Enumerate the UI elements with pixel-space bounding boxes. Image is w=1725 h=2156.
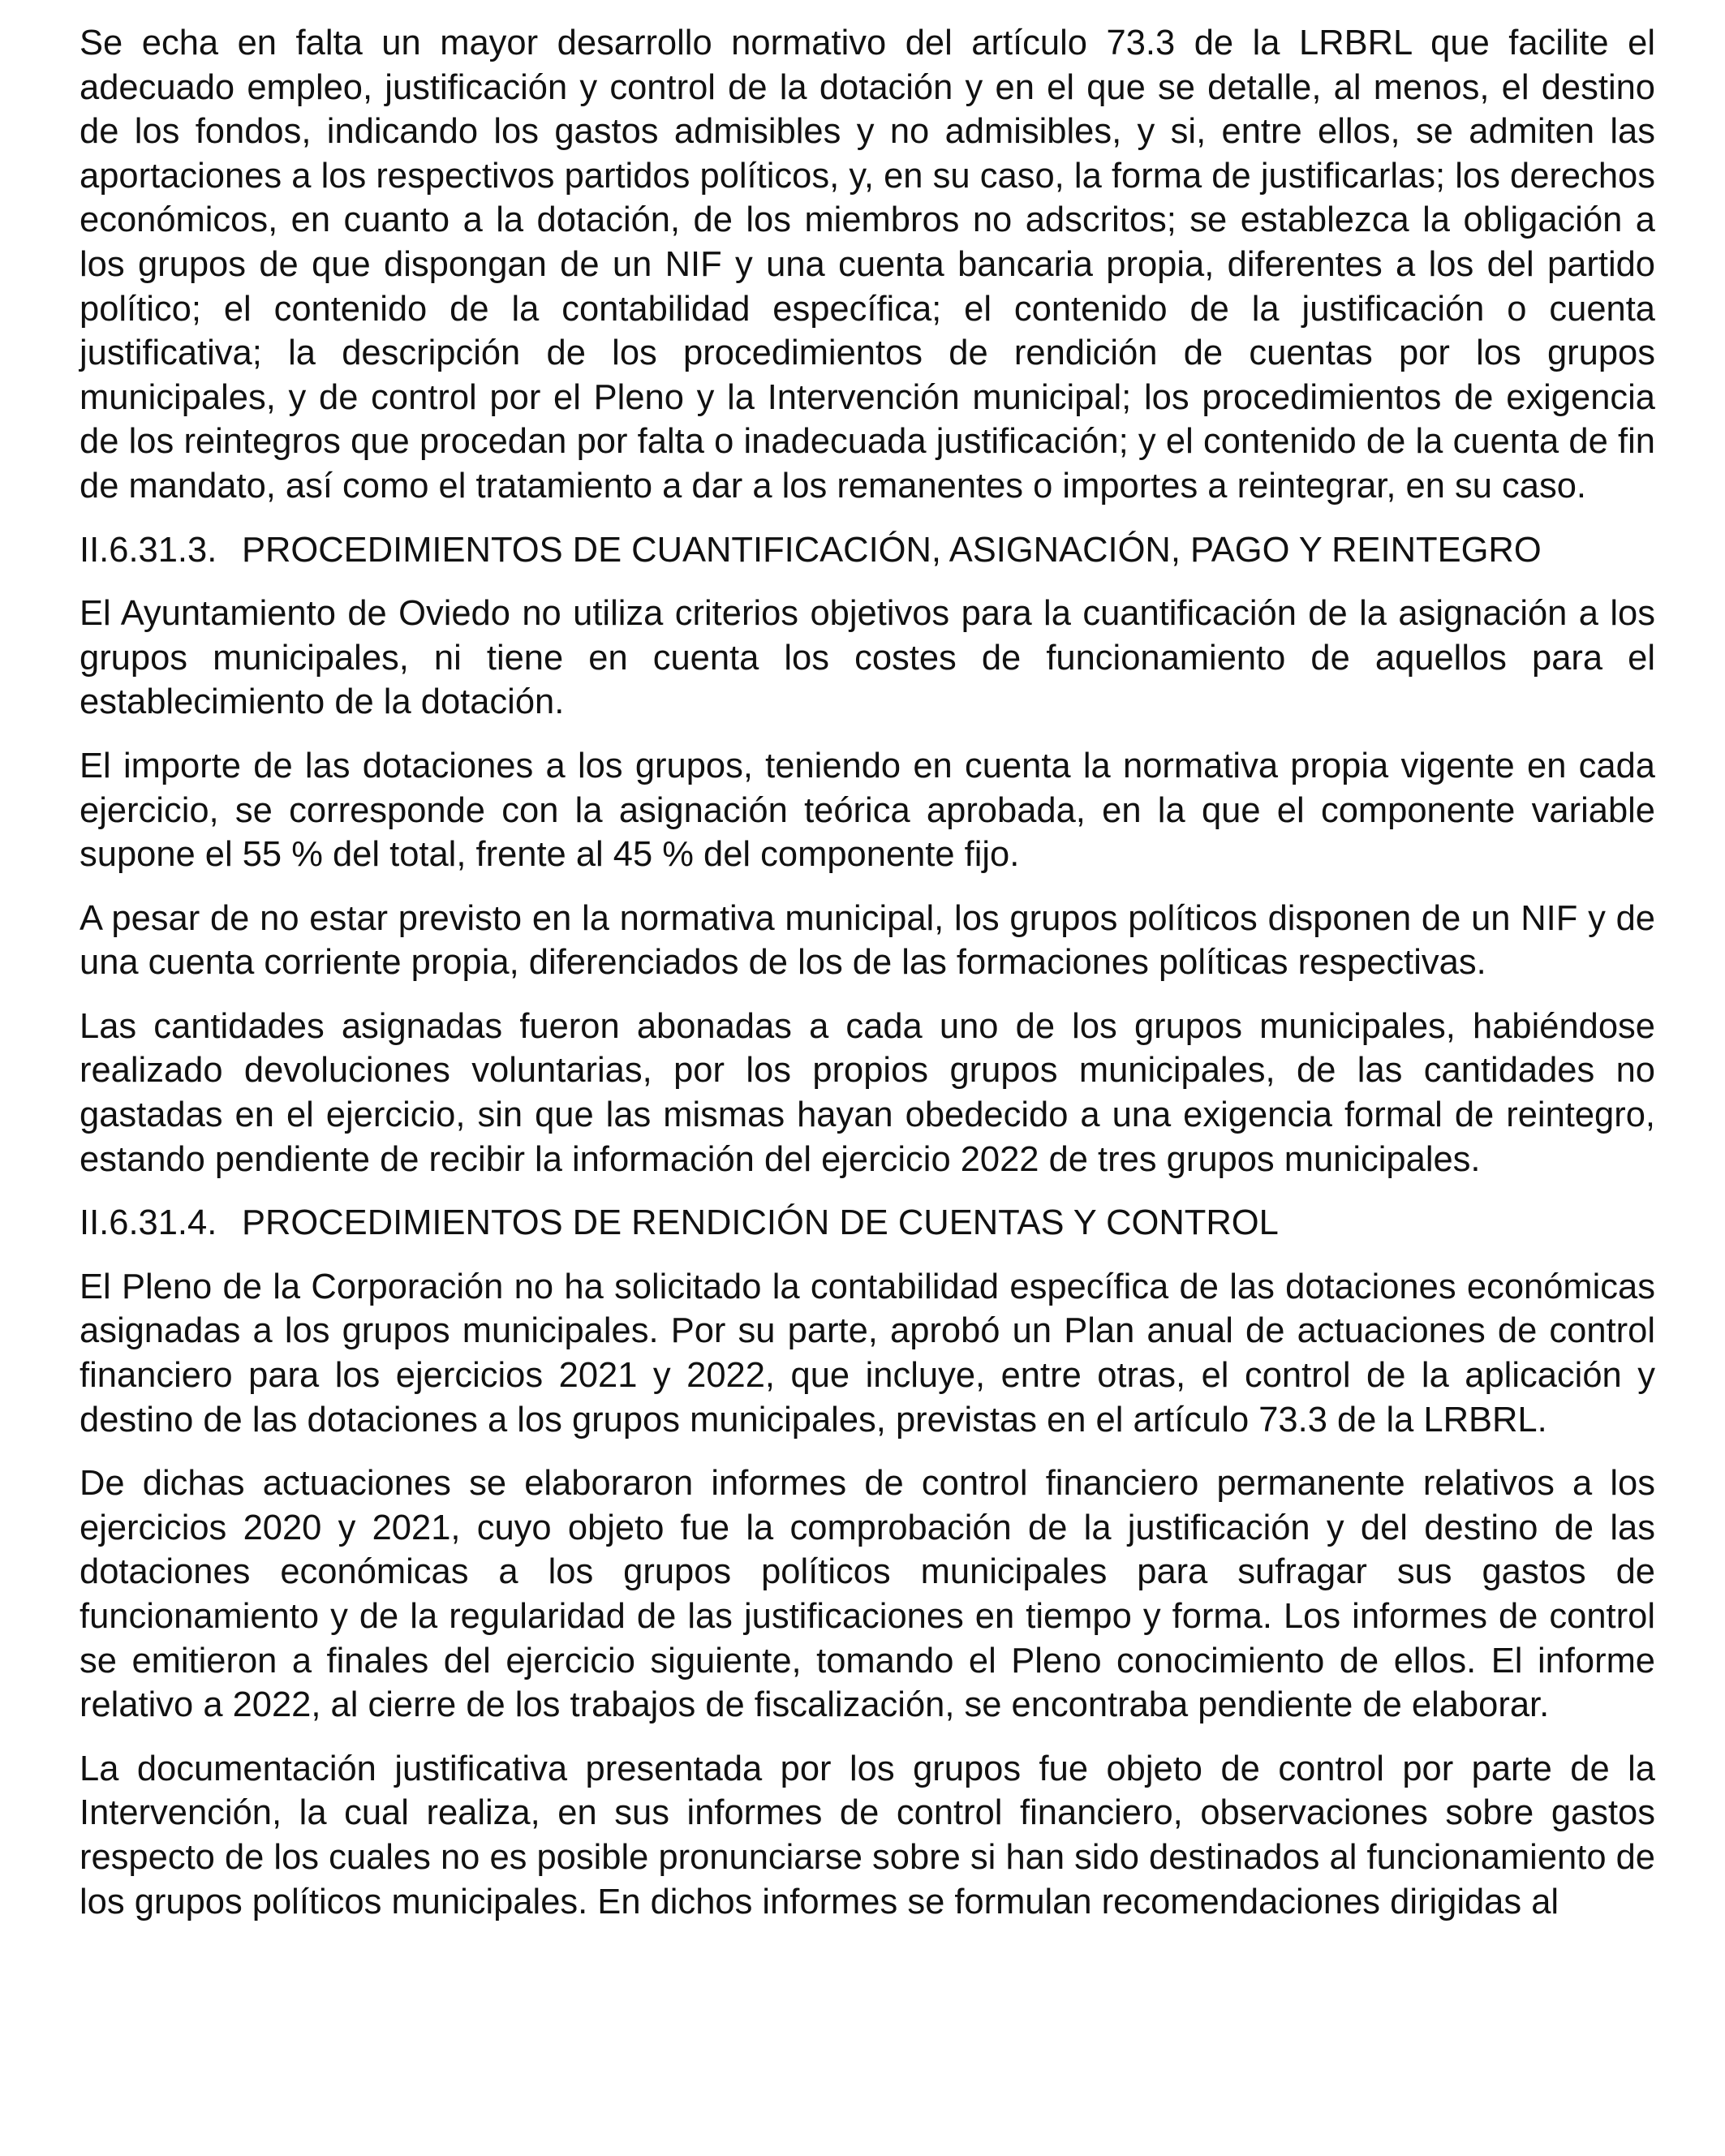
section-number: II.6.31.4. <box>80 1203 217 1243</box>
section-heading-accountability <box>80 1201 1655 1246</box>
section-title: PROCEDIMIENTOS DE RENDICIÓN DE CUENTAS Y CONTROL <box>242 1203 1279 1243</box>
section-title: PROCEDIMIENTOS DE CUANTIFICACIÓN, ASIGNACIÓN, PAGO Y REINTEGRO <box>242 530 1542 570</box>
document-page <box>80 21 1655 1943</box>
paragraph-normative-development: Se echa en falta un mayor desarrollo normativo del artículo 73.3 de la LRBRL que facilite el adecuado empleo, justificación y control de la dotación y en el que se detalle, al menos, el destino de los fondos, indicando los gastos admisibles y no admisibles, y si, entre ellos, se admiten las aportaciones a los respectivos partidos políticos, y, en su caso, la forma de justificarlas; los derechos económicos, en cuanto a la dotación, de los miembros no adscritos; se establezca la obligación a los grupos de que dispongan de un NIF y una cuenta bancaria propia, diferentes a los del partido político; el contenido de la contabilidad específica; el contenido de la justificación o cuenta justificativa; la descripción de los procedimientos de rendición de cuentas por los grupos municipales, y de control por el Pleno y la Intervención municipal; los procedimientos de exigencia de los reintegros que procedan por falta o inadecuada justificación; y el contenido de la cuenta de fin de mandato, así como el tratamiento a dar a los remanentes o importes a reintegrar, en su caso. <box>80 24 1655 506</box>
paragraph-control-reports: De dichas actuaciones se elaboraron informes de control financiero permanente relativos a los ejercicios 2020 y 2021, cuyo objeto fue la comprobación de la justificación y del destino de las dotaciones económicas a los grupos políticos municipales para sufragar sus gastos de funcionamiento y de la regularidad de las justificaciones en tiempo y forma. Los informes de control se emitieron a finales del ejercicio siguiente, tomando el Pleno conocimiento de ellos. El informe relativo a 2022, al cierre de los trabajos de fiscalización, se encontraba pendiente de elaborar. <box>80 1464 1655 1725</box>
paragraph-allocation-amount: El importe de las dotaciones a los grupos, teniendo en cuenta la normativa propia vigente en cada ejercicio, se corresponde con la asignación teórica aprobada, en la que el componente variable supone el 55 % del total, frente al 45 % del componente fijo. <box>80 746 1655 875</box>
paragraph-objective-criteria: El Ayuntamiento de Oviedo no utiliza criterios objetivos para la cuantificación de la asignación a los grupos municipales, ni tiene en cuenta los costes de funcionamiento de aquellos para el establecimiento de la dotación. <box>80 594 1655 722</box>
section-number: II.6.31.3. <box>80 530 217 570</box>
section-heading-quantification <box>80 528 1655 573</box>
paragraph-plenary-control: El Pleno de la Corporación no ha solicitado la contabilidad específica de las dotaciones económicas asignadas a los grupos municipales. Por su parte, aprobó un Plan anual de actuaciones de control financiero para los ejercicios 2021 y 2022, que incluye, entre otras, el control de la aplicación y destino de las dotaciones a los grupos municipales, previstas en el artículo 73.3 de la LRBRL. <box>80 1267 1655 1439</box>
paragraph-supporting-documentation: La documentación justificativa presentada por los grupos fue objeto de control por parte de la Intervención, la cual realiza, en sus informes de control financiero, observaciones sobre gastos respecto de los cuales no es posible pronunciarse sobre si han sido destinados al funcionamiento de los grupos políticos municipales. En dichos informes se formulan recomendaciones dirigidas al <box>80 1749 1655 1921</box>
paragraph-payments-refunds: Las cantidades asignadas fueron abonadas a cada uno de los grupos municipales, habiéndose realizado devoluciones voluntarias, por los propios grupos municipales, de las cantidades no gastadas en el ejercicio, sin que las mismas hayan obedecido a una exigencia formal de reintegro, estando pendiente de recibir la información del ejercicio 2022 de tres grupos municipales. <box>80 1006 1655 1179</box>
paragraph-nif-account: A pesar de no estar previsto en la normativa municipal, los grupos políticos disponen de un NIF y de una cuenta corriente propia, diferenciados de los de las formaciones políticas respectivas. <box>80 898 1655 983</box>
